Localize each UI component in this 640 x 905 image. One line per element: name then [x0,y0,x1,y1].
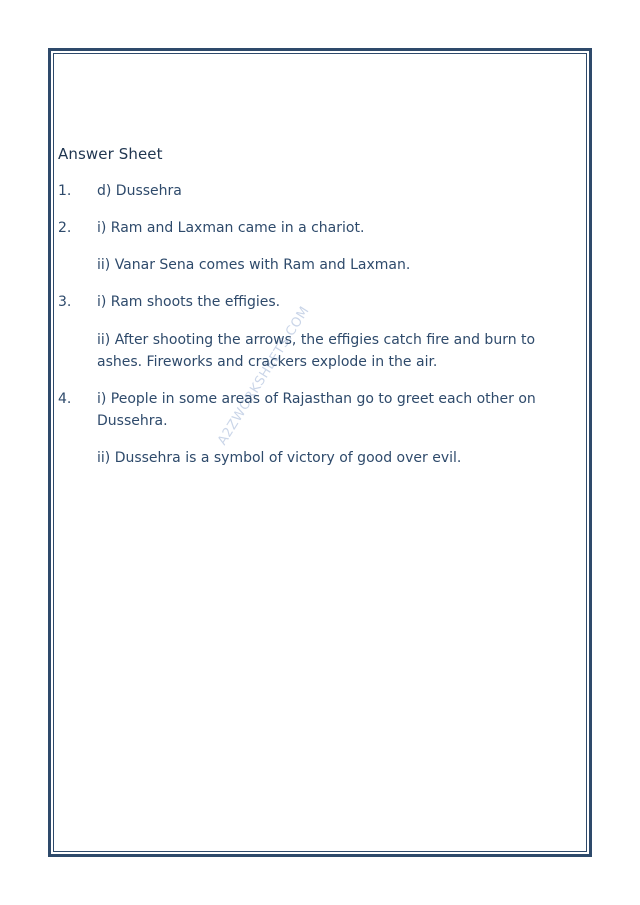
answer-text: ii) After shooting the arrows, the effigies catch fire and burn to ashes. Fireworks and crackers explode in the air. [97,332,536,370]
answer-text: d) Dussehra [97,183,182,199]
answer-text: i) People in some areas of Rajasthan go to greet each other on Dussehra. [97,391,536,429]
question-number: 1. [58,183,72,199]
answer-text: ii) Vanar Sena comes with Ram and Laxman. [97,257,411,273]
question-number: 4. [58,391,72,407]
answer-text: i) Ram shoots the effigies. [97,294,281,310]
question-number: 2. [58,220,72,236]
answer-text: ii) Dussehra is a symbol of victory of good over evil. [97,450,462,466]
question-number: 3. [58,294,72,310]
answer-text: i) Ram and Laxman came in a chariot. [97,220,365,236]
page-title: Answer Sheet [58,145,163,163]
watermark: A2ZWORKSHEETS.COM [215,303,313,448]
